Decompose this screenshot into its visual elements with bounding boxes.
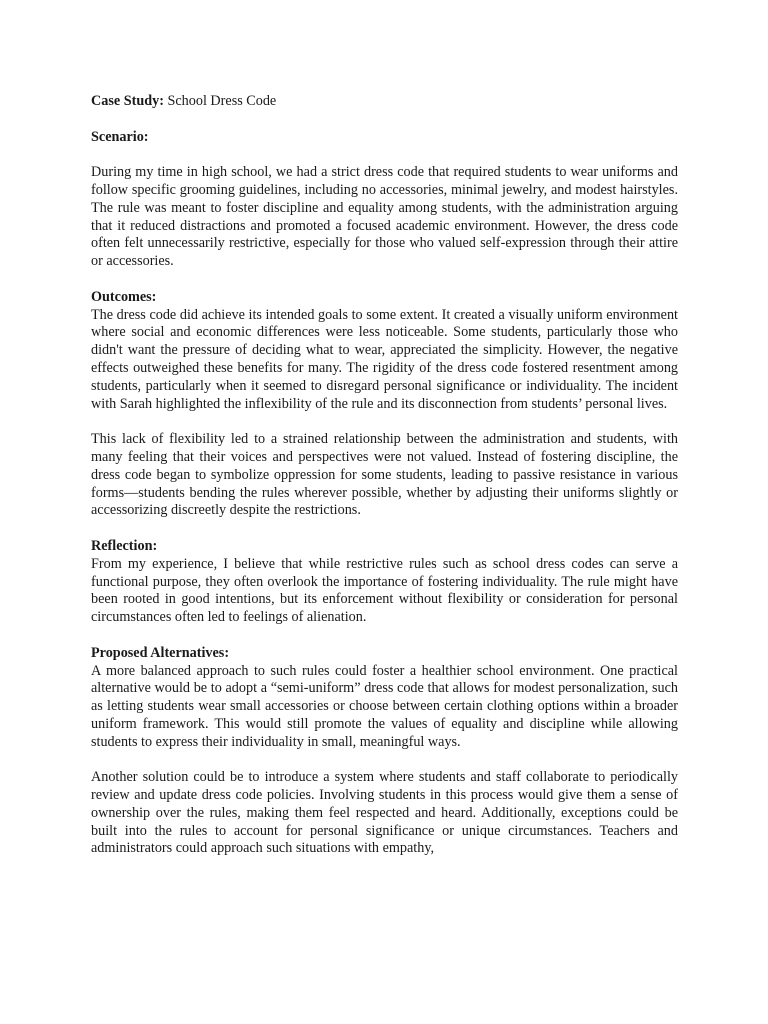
outcomes-paragraph-2: This lack of flexibility led to a strained relationship between the administration and students, with many feeling that their voices and perspectives were not valued. Instead of fostering discipline, the dress code began to symbolize oppression for some students, leading to passive resistance in various forms—students bending the rules wherever possible, whether by adjusting their uniforms slightly or accessorizing discreetly despite the restrictions.: [91, 431, 678, 519]
scenario-paragraph-1: During my time in high school, we had a strict dress code that required students to wear uniforms and follow specific grooming guidelines, including no accessories, minimal jewelry, and modest hairstyles. The rule was meant to foster discipline and equality among students, with the administration arguing that it reduced distractions and promoted a focused academic environment. However, the dress code often felt unnecessarily restrictive, especially for those who valued self-expression through their attire or accessories.: [91, 164, 678, 270]
alternatives-paragraph-1: A more balanced approach to such rules could foster a healthier school environment. One practical alternative would be to adopt a “semi-uniform” dress code that allows for modest personalization, such as letting students wear small accessories or choose between certain clothing options within a broader uniform framework. This would still promote the values of equality and discipline while allowing students to express their individuality in small, meaningful ways.: [91, 662, 678, 750]
reflection-heading: Reflection:: [91, 537, 158, 554]
title-text: School Dress Code: [167, 93, 277, 109]
outcomes-heading: Outcomes:: [91, 288, 157, 305]
alternatives-paragraph-2: Another solution could be to introduce a system where students and staff collaborate to periodically review and update dress code policies. Involving students in this process would give them a sense of ownership over the rules, making them feel respected and heard. Additionally, exceptions could be built into the rules to account for personal significance or unique circumstances. Teachers and administrators could approach such situations with empathy,: [91, 769, 678, 857]
alternatives-heading: Proposed Alternatives:: [91, 644, 230, 661]
title-label: Case Study:: [91, 93, 164, 109]
document-page: [91, 93, 678, 858]
outcomes-paragraph-1: The dress code did achieve its intended goals to some extent. It created a visually uniform environment where social and economic differences were less noticeable. Some students, particularly those who didn't want the pressure of deciding what to wear, appreciated the simplicity. However, the negative effects outweighed these benefits for many. The rigidity of the dress code fostered resentment among students, particularly when it seemed to disregard personal significance or individuality. The incident with Sarah highlighted the inflexibility of the rule and its disconnection from students’ personal lives.: [91, 306, 678, 412]
document-title: [91, 93, 678, 111]
scenario-heading: Scenario:: [91, 128, 149, 145]
reflection-paragraph-1: From my experience, I believe that while restrictive rules such as school dress codes can serve a functional purpose, they often overlook the importance of fostering individuality. The rule might have been rooted in good intentions, but its enforcement without flexibility or consideration for personal circumstances often led to feelings of alienation.: [91, 555, 678, 626]
